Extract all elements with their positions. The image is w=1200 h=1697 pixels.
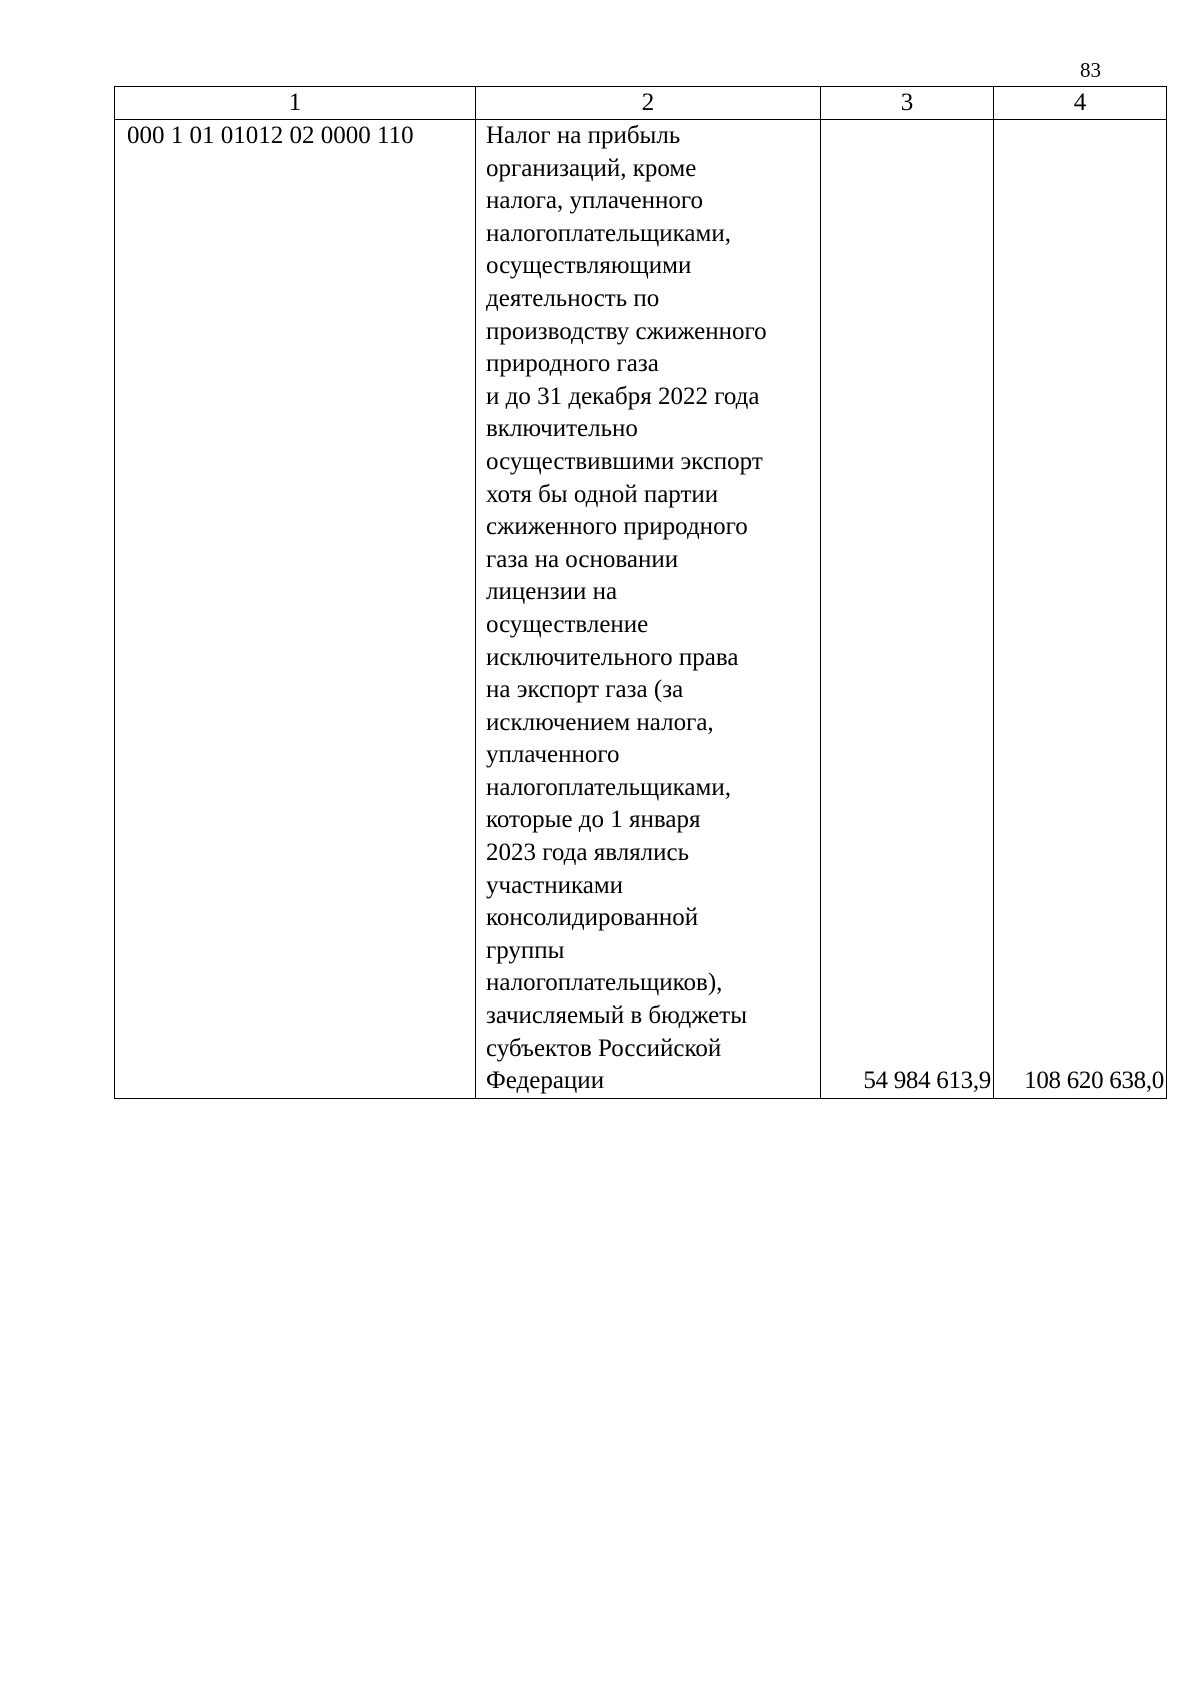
income-name-line: участниками [486, 871, 624, 899]
income-name-line: организаций, кроме [486, 154, 697, 182]
column-header-3: 3 [821, 87, 994, 120]
income-name-line: на экспорт газа (за [486, 676, 684, 704]
income-name-line: зачисляемый в бюджеты [486, 1002, 747, 1030]
table-row [115, 120, 1167, 1099]
income-name-line: и до 31 декабря 2022 года [486, 382, 760, 410]
budget-table [114, 86, 1167, 1099]
amount-column-3: 54 984 613,9 [821, 120, 994, 1099]
income-name-line: Налог на прибыль [486, 122, 681, 149]
income-name-line: сжиженного природного [486, 513, 748, 541]
column-header-4: 4 [994, 87, 1167, 120]
page-number: 83 [1080, 58, 1101, 82]
budget-classification-code: 000 1 01 01012 02 0000 110 [115, 120, 476, 1099]
income-name-line: осуществление [486, 610, 649, 638]
income-name-line: группы [486, 936, 565, 964]
income-name-line: Федерации [486, 1067, 605, 1095]
income-name-line: которые до 1 января [486, 806, 701, 834]
income-name-line: включительно [486, 415, 638, 443]
column-header-2: 2 [476, 87, 821, 120]
amount-column-4: 108 620 638,0 [994, 120, 1167, 1099]
income-name-line: консолидированной [486, 904, 699, 932]
income-name-line: лицензии на [486, 578, 618, 606]
income-name-line: налогоплательщиками, [486, 773, 731, 801]
income-name-line: газа на основании [486, 545, 679, 573]
income-name-line: исключением налога, [486, 708, 714, 736]
income-name-line: налогоплательщиками, [486, 219, 731, 247]
income-name-line: природного газа [486, 350, 659, 378]
income-name-line: 2023 года являлись [486, 839, 690, 867]
table-header-row [115, 87, 1167, 120]
income-name-line: деятельность по [486, 284, 660, 312]
income-name-line: налогоплательщиков), [486, 969, 723, 997]
income-name-line: исключительного права [486, 643, 739, 671]
income-name-line: субъектов Российской [486, 1034, 722, 1062]
income-name-line: уплаченного [486, 741, 620, 769]
income-name-cell [476, 120, 821, 1099]
income-name-line: осуществляющими [486, 252, 692, 280]
income-name-line: хотя бы одной партии [486, 480, 719, 508]
column-header-1: 1 [115, 87, 476, 120]
income-name-line: налога, уплаченного [486, 187, 704, 215]
income-name-line: производству сжиженного [486, 317, 767, 345]
income-name-line: осуществившими экспорт [486, 447, 763, 475]
